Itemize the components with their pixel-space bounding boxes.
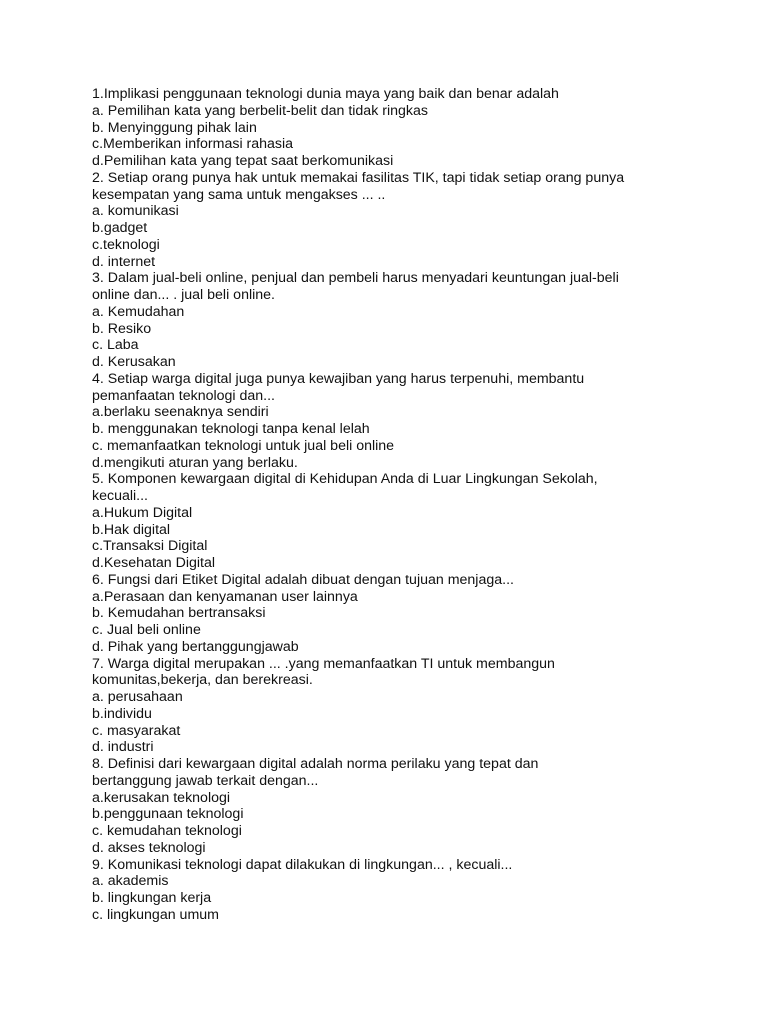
text-line: d.Kesehatan Digital <box>92 555 216 571</box>
text-line: b.gadget <box>92 220 148 236</box>
text-line: 6. Fungsi dari Etiket Digital adalah dibuat dengan tujuan menjaga... <box>92 571 514 588</box>
text-line: b.Hak digital <box>92 521 171 538</box>
text-line: c. Laba <box>92 337 139 354</box>
text-line: 1.Implikasi penggunaan teknologi dunia maya yang baik dan benar adalah <box>92 86 559 102</box>
text-line: d. akses teknologi <box>92 839 206 856</box>
text-line: b.penggunaan teknologi <box>92 806 244 823</box>
text-line: d.mengikuti aturan yang berlaku. <box>92 454 298 471</box>
text-line: 4. Setiap warga digital juga punya kewajiban yang harus terpenuhi, membantu <box>92 370 585 387</box>
text-line: a.Hukum Digital <box>92 504 193 521</box>
text-line: a. Pemilihan kata yang berbelit-belit dan tidak ringkas <box>92 102 428 119</box>
text-line: c. memanfaatkan teknologi untuk jual beli online <box>92 437 395 454</box>
text-line: c. Jual beli online <box>92 622 201 638</box>
text-line: 5. Komponen kewargaan digital di Kehidupan Anda di Luar Lingkungan Sekolah, <box>92 471 598 488</box>
text-line: 3. Dalam jual-beli online, penjual dan pembeli harus menyadari keuntungan jual-beli <box>92 270 619 287</box>
text-line: c.Transaksi Digital <box>92 538 208 555</box>
text-line: b. menggunakan teknologi tanpa kenal lelah <box>92 421 370 437</box>
text-line: c.Memberikan informasi rahasia <box>92 136 294 153</box>
text-line: 2. Setiap orang punya hak untuk memakai fasilitas TIK, tapi tidak setiap orang punya <box>92 169 625 186</box>
text-line: 7. Warga digital merupakan ... .yang memanfaatkan TI untuk membangun <box>92 655 555 672</box>
text-line: a.Perasaan dan kenyamanan user lainnya <box>92 588 358 605</box>
text-line: b. Resiko <box>92 320 152 337</box>
text-line: kecuali... <box>92 488 148 504</box>
text-line: a.berlaku seenaknya sendiri <box>92 404 269 421</box>
text-line: d. Pihak yang bertanggungjawab <box>92 638 299 655</box>
text-line: bertanggung jawab terkait dengan... <box>92 772 319 789</box>
text-line: c.teknologi <box>92 236 160 253</box>
text-line: b.individu <box>92 705 152 722</box>
question-list <box>92 86 732 924</box>
text-line: 9. Komunikasi teknologi dapat dilakukan di lingkungan... , kecuali... <box>92 856 513 873</box>
text-line: pemanfaatan teknologi dan... <box>92 387 275 404</box>
text-line: c. lingkungan umum <box>92 906 219 923</box>
text-line: a. Kemudahan <box>92 303 185 320</box>
text-line: komunitas,bekerja, dan berekreasi. <box>92 672 313 689</box>
text-line: a. akademis <box>92 873 169 890</box>
text-line: a.kerusakan teknologi <box>92 789 231 806</box>
text-line: b. Kemudahan bertransaksi <box>92 605 266 622</box>
text-line: kesempatan yang sama untuk mengakses ... .. <box>92 186 386 203</box>
text-line: a. komunikasi <box>92 203 179 220</box>
text-line: d.Pemilihan kata yang tepat saat berkomunikasi <box>92 153 394 169</box>
text-line: 8. Definisi dari kewargaan digital adalah norma perilaku yang tepat dan <box>92 756 539 772</box>
text-line: d. industri <box>92 739 154 756</box>
text-line: c. masyarakat <box>92 722 181 739</box>
text-line: b. Menyinggung pihak lain <box>92 119 257 136</box>
text-line: a. perusahaan <box>92 689 183 705</box>
text-line: d. internet <box>92 253 156 270</box>
text-line: b. lingkungan kerja <box>92 890 212 906</box>
text-line: online dan... . jual beli online. <box>92 287 275 303</box>
text-line: c. kemudahan teknologi <box>92 823 242 839</box>
text-line: d. Kerusakan <box>92 354 176 370</box>
